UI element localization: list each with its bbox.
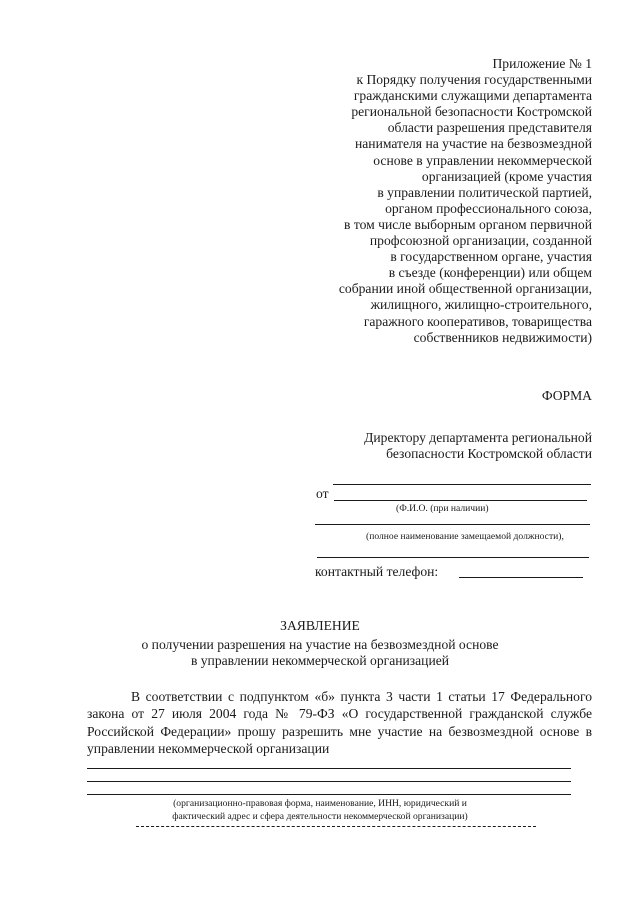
statement-subtitle-line: о получении разрешения на участие на безвозмездной основе bbox=[141, 637, 499, 652]
statement-body bbox=[87, 688, 592, 758]
position-line[interactable] bbox=[315, 524, 590, 525]
appendix-line: собрании иной общественной организации, bbox=[338, 281, 592, 297]
statement-subtitle-line: в управлении некоммерческой организацией bbox=[190, 653, 450, 668]
appendix-line: в управлении политической партией, bbox=[377, 184, 592, 200]
appendix-header bbox=[262, 56, 592, 346]
appendix-line: в съезде (конференции) или общем bbox=[388, 265, 592, 281]
position-hint: (полное наименование замещаемой должности), bbox=[366, 531, 564, 542]
statement-body-text: В соответствии с подпунктом «б» пункта 3 части 1 статьи 17 Федерального закона от 27 июля 2004 года № 79-ФЗ «О государственной гражданской службе Российской Федерации» прошу разрешить мне участие на безвозмездной основе в управлении некоммерческой организации bbox=[87, 689, 592, 757]
appendix-line: организацией (кроме участия bbox=[421, 168, 592, 184]
appendix-line: к Порядку получения государственными bbox=[356, 72, 592, 88]
appendix-line: гражданскими служащими департамента bbox=[353, 88, 592, 104]
appendix-line: области разрешения представителя bbox=[387, 120, 592, 136]
organization-line-4[interactable] bbox=[136, 826, 536, 827]
organization-hint-line: (организационно-правовая форма, наименование, ИНН, юридический и bbox=[173, 798, 467, 809]
appendix-line: в государственном органе, участия bbox=[390, 249, 592, 265]
addressee-line: Директору департамента региональной bbox=[364, 430, 592, 445]
statement-subtitle bbox=[0, 637, 640, 669]
appendix-line: гаражного кооперативов, товарищества bbox=[363, 313, 592, 329]
appendix-line: Приложение № 1 bbox=[492, 56, 592, 71]
appendix-line: региональной безопасности Костромской bbox=[351, 104, 592, 120]
appendix-line: основе в управлении некоммерческой bbox=[373, 152, 592, 168]
organization-hint-line: фактический адрес и сфера деятельности некоммерческой организации) bbox=[172, 811, 468, 822]
phone-field[interactable] bbox=[459, 577, 583, 578]
fio-hint: (Ф.И.О. (при наличии) bbox=[396, 503, 489, 514]
organization-line-2[interactable] bbox=[87, 781, 571, 782]
organization-hint bbox=[100, 797, 540, 823]
addressee-block bbox=[272, 430, 592, 462]
appendix-line: профсоюзной организации, созданной bbox=[369, 233, 592, 249]
phone-label: контактный телефон: bbox=[315, 564, 439, 579]
appendix-line: жилищного, жилищно-строительного, bbox=[370, 297, 592, 313]
statement-title: ЗАЯВЛЕНИЕ bbox=[280, 618, 360, 633]
organization-line-1[interactable] bbox=[87, 768, 571, 769]
appendix-line: нанимателя на участие на безвозмездной bbox=[354, 136, 592, 152]
appendix-line: собственников недвижимости) bbox=[413, 329, 592, 345]
applicant-name-line-1[interactable] bbox=[333, 484, 591, 485]
organization-line-3[interactable] bbox=[87, 794, 571, 795]
form-label: ФОРМА bbox=[541, 388, 592, 403]
position-line-2[interactable] bbox=[317, 557, 589, 558]
appendix-line: органом профессионального союза, bbox=[385, 200, 592, 216]
applicant-name-line-2[interactable] bbox=[334, 500, 587, 501]
addressee-line: безопасности Костромской области bbox=[386, 446, 592, 462]
appendix-line: в том числе выборным органом первичной bbox=[344, 216, 592, 232]
from-label: от bbox=[316, 486, 329, 501]
